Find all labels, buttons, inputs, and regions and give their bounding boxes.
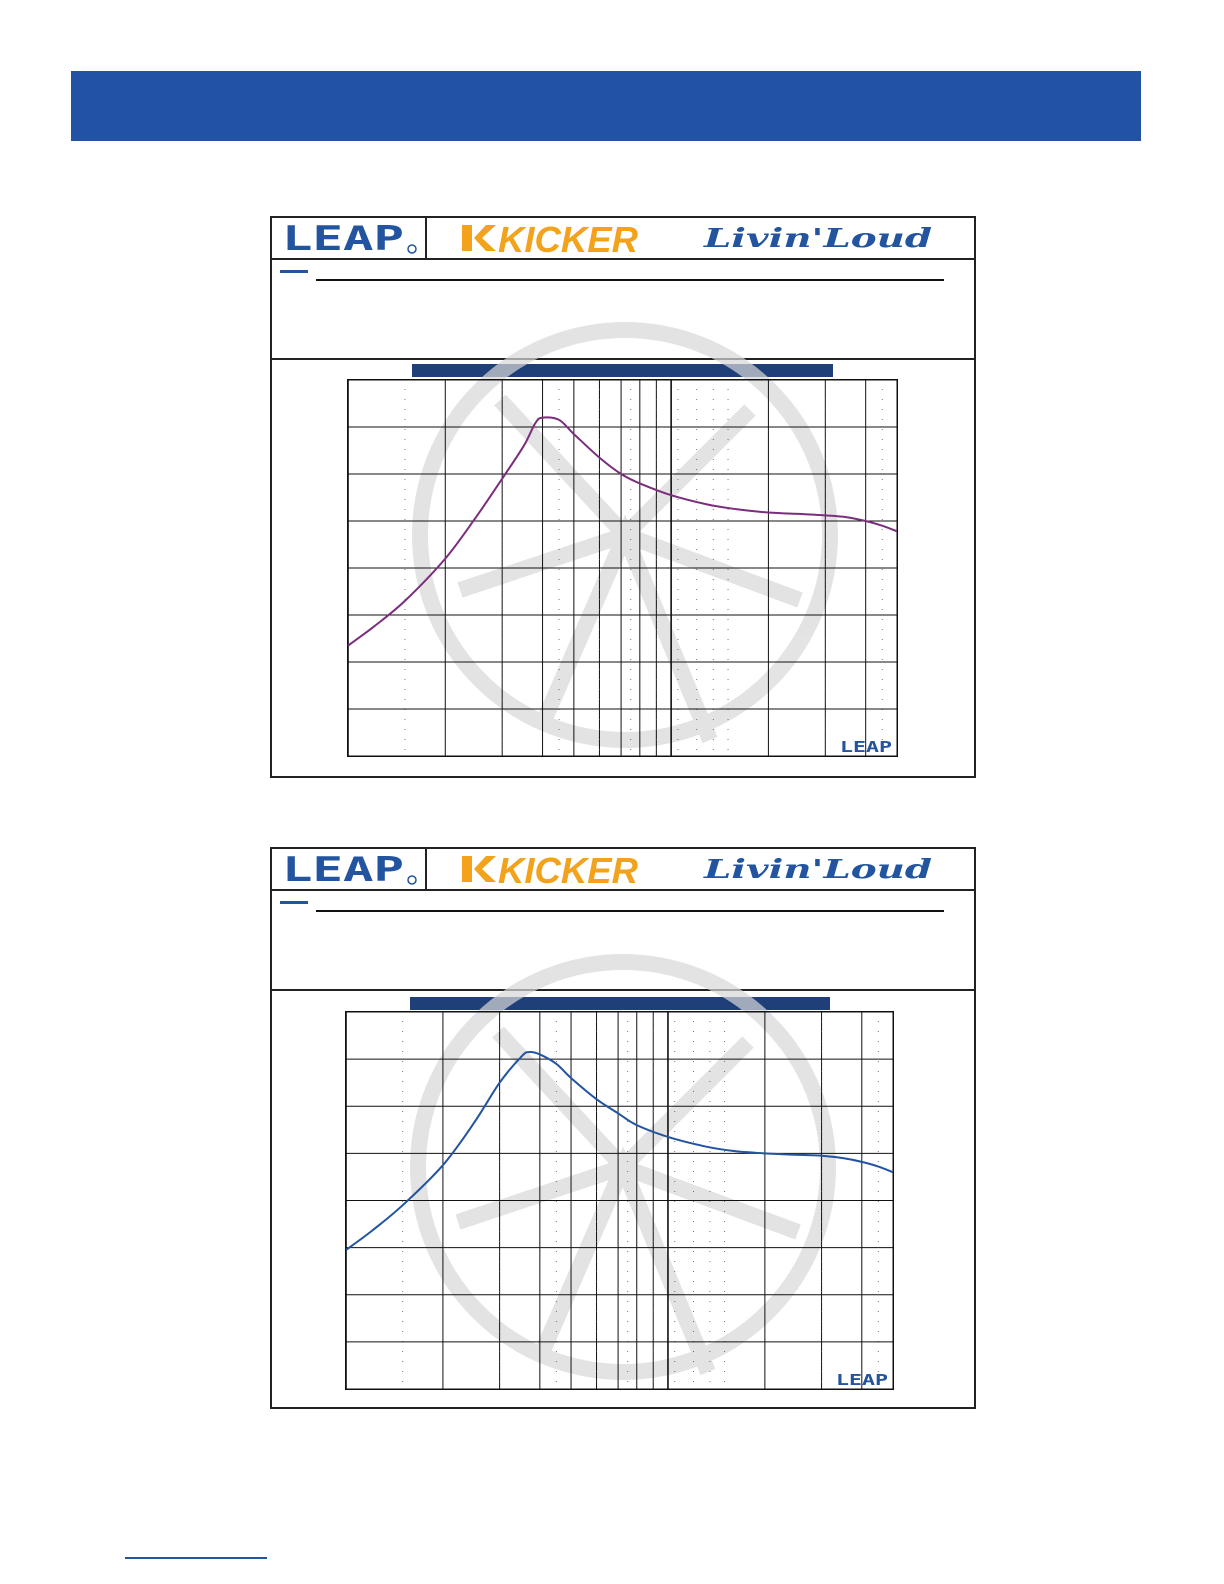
svg-text:Livin'Loud: Livin'Loud [702, 224, 932, 252]
chart-plot-2 [345, 1011, 894, 1390]
chart-grid [347, 379, 898, 757]
svg-text:LEAP: LEAP [282, 853, 404, 885]
leap-logo [280, 853, 420, 885]
logo-row [272, 218, 974, 260]
chart-2-title-bar [410, 997, 830, 1010]
chart-1-title-bar [412, 364, 833, 377]
logo-row [272, 849, 974, 891]
series-line-1 [346, 1052, 893, 1250]
svg-text:LEAP: LEAP [282, 222, 404, 254]
title-rule [316, 910, 944, 912]
chart-plot-1 [347, 379, 898, 757]
top-banner [71, 71, 1141, 141]
series-line-1 [348, 417, 897, 645]
livin-loud-logo [702, 855, 937, 883]
accent-line [280, 270, 308, 273]
logo-divider [425, 849, 427, 889]
plot-leap-mark: LEAP [840, 738, 892, 756]
plot-leap-mark: LEAP [836, 1371, 888, 1389]
accent-line [280, 901, 308, 904]
livin-loud-logo [702, 224, 937, 252]
info-area [272, 891, 974, 991]
info-area [272, 260, 974, 360]
svg-text:Livin'Loud: Livin'Loud [702, 855, 932, 883]
footer-rule [125, 1557, 267, 1559]
leap-logo [280, 222, 420, 254]
kicker-logo [460, 219, 650, 257]
logo-divider [425, 218, 427, 258]
chart-grid [345, 1011, 894, 1390]
kicker-logo [460, 850, 650, 888]
svg-text:KICKER: KICKER [498, 850, 638, 888]
svg-text:KICKER: KICKER [498, 219, 638, 257]
title-rule [316, 279, 944, 281]
